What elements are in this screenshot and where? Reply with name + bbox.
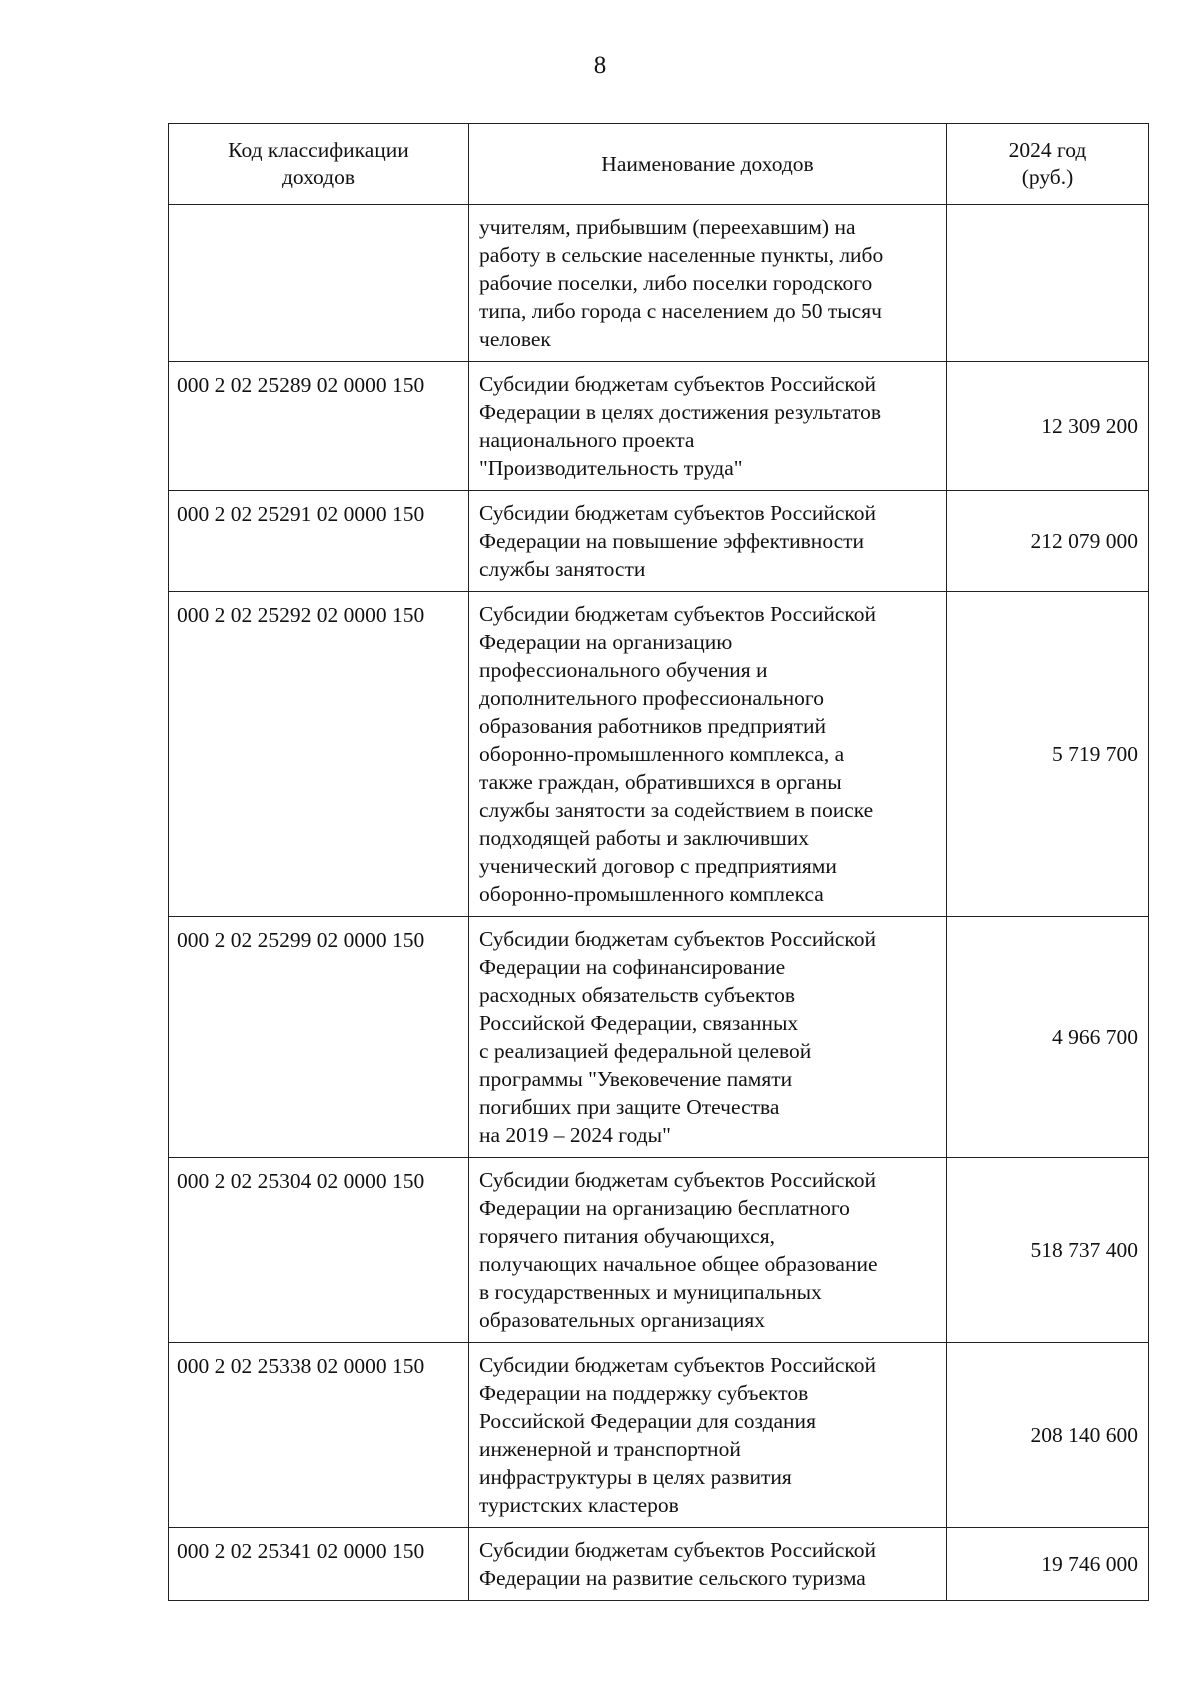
revenue-name-line: Субсидии бюджетам субъектов Российской <box>479 602 877 626</box>
revenue-name-line: с реализацией федеральной целевой <box>479 1039 812 1063</box>
revenue-name <box>469 592 947 917</box>
revenue-name-line: Федерации на повышение эффективности <box>479 529 865 553</box>
revenue-code: 000 2 02 25292 02 0000 150 <box>169 592 469 917</box>
revenue-name-line: Федерации в целях достижения результатов <box>479 400 882 424</box>
revenue-amount <box>947 205 1149 362</box>
table-body <box>169 205 1149 1601</box>
revenue-name-line: Субсидии бюджетам субъектов Российской <box>479 372 877 396</box>
header-amount <box>947 124 1149 205</box>
revenue-name-line: получающих начальное общее образование <box>479 1252 878 1276</box>
table-row <box>169 1528 1149 1601</box>
revenue-amount: 19 746 000 <box>947 1528 1149 1601</box>
revenue-name-line: Федерации на организацию бесплатного <box>479 1196 850 1220</box>
revenue-name <box>469 362 947 491</box>
revenue-name-line: Российской Федерации для создания <box>479 1409 816 1433</box>
revenue-code: 000 2 02 25291 02 0000 150 <box>169 491 469 592</box>
revenue-name-line: службы занятости <box>479 557 646 581</box>
revenue-name-line: человек <box>479 327 551 351</box>
revenue-name <box>469 1528 947 1601</box>
header-amount-line: (руб.) <box>1021 165 1074 189</box>
table-row <box>169 592 1149 917</box>
revenue-name-line: туристских кластеров <box>479 1493 679 1517</box>
revenue-code: 000 2 02 25338 02 0000 150 <box>169 1343 469 1528</box>
revenue-code: 000 2 02 25289 02 0000 150 <box>169 362 469 491</box>
revenue-name-line: Федерации на развитие сельского туризма <box>479 1566 866 1590</box>
revenue-name-line: рабочие поселки, либо поселки городского <box>479 271 873 295</box>
revenue-name-line: дополнительного профессионального <box>479 686 824 710</box>
header-code-line: Код классификации <box>228 138 409 162</box>
revenue-name-line: оборонно-промышленного комплекса <box>479 882 824 906</box>
header-amount-line: 2024 год <box>1008 138 1087 162</box>
table-row <box>169 1158 1149 1343</box>
revenue-name <box>469 917 947 1158</box>
revenue-name-line: в государственных и муниципальных <box>479 1280 822 1304</box>
revenue-name-line: также граждан, обратившихся в органы <box>479 770 842 794</box>
revenue-name-line: Субсидии бюджетам субъектов Российской <box>479 1353 877 1377</box>
table-row <box>169 205 1149 362</box>
revenue-name-line: подходящей работы и заключивших <box>479 826 809 850</box>
revenue-code: 000 2 02 25299 02 0000 150 <box>169 917 469 1158</box>
revenue-name-line: Федерации на софинансирование <box>479 955 786 979</box>
revenue-code <box>169 205 469 362</box>
revenue-table <box>168 123 1149 1601</box>
header-code-line: доходов <box>281 165 356 189</box>
revenue-name-line: инфраструктуры в целях развития <box>479 1465 792 1489</box>
revenue-name-line: программы "Увековечение памяти <box>479 1067 793 1091</box>
revenue-code: 000 2 02 25304 02 0000 150 <box>169 1158 469 1343</box>
revenue-name-line: горячего питания обучающихся, <box>479 1224 775 1248</box>
header-code <box>169 124 469 205</box>
revenue-name-line: профессионального обучения и <box>479 658 768 682</box>
revenue-amount: 4 966 700 <box>947 917 1149 1158</box>
revenue-name-line: образовательных организациях <box>479 1308 766 1332</box>
table-row <box>169 917 1149 1158</box>
revenue-name-line: Субсидии бюджетам субъектов Российской <box>479 501 877 525</box>
revenue-name-line: расходных обязательств субъектов <box>479 983 796 1007</box>
revenue-amount: 518 737 400 <box>947 1158 1149 1343</box>
table-row <box>169 362 1149 491</box>
revenue-name-line: Субсидии бюджетам субъектов Российской <box>479 1538 877 1562</box>
page-number: 8 <box>593 52 607 79</box>
revenue-name-line: ученический договор с предприятиями <box>479 854 837 878</box>
revenue-name-line: оборонно-промышленного комплекса, а <box>479 742 845 766</box>
revenue-name-line: типа, либо города с населением до 50 тысяч <box>479 299 882 323</box>
revenue-name-line: на 2019 – 2024 годы" <box>479 1123 671 1147</box>
revenue-amount: 12 309 200 <box>947 362 1149 491</box>
revenue-name-line: национального проекта <box>479 428 695 452</box>
revenue-name-line: образования работников предприятий <box>479 714 827 738</box>
header-name: Наименование доходов <box>469 124 947 205</box>
revenue-name <box>469 491 947 592</box>
revenue-name <box>469 1343 947 1528</box>
revenue-name-line: работу в сельские населенные пункты, либо <box>479 243 884 267</box>
revenue-name-line: Субсидии бюджетам субъектов Российской <box>479 927 877 951</box>
table-header-row <box>169 124 1149 205</box>
revenue-name <box>469 205 947 362</box>
revenue-name-line: Субсидии бюджетам субъектов Российской <box>479 1168 877 1192</box>
table-row <box>169 491 1149 592</box>
table-row <box>169 1343 1149 1528</box>
revenue-amount: 5 719 700 <box>947 592 1149 917</box>
revenue-name-line: Федерации на организацию <box>479 630 733 654</box>
revenue-name-line: учителям, прибывшим (переехавшим) на <box>479 215 856 239</box>
revenue-name-line: Федерации на поддержку субъектов <box>479 1381 809 1405</box>
revenue-amount: 208 140 600 <box>947 1343 1149 1528</box>
revenue-name-line: погибших при защите Отечества <box>479 1095 780 1119</box>
revenue-code: 000 2 02 25341 02 0000 150 <box>169 1528 469 1601</box>
revenue-name-line: Российской Федерации, связанных <box>479 1011 799 1035</box>
revenue-name-line: инженерной и транспортной <box>479 1437 741 1461</box>
revenue-amount: 212 079 000 <box>947 491 1149 592</box>
revenue-name-line: "Производительность труда" <box>479 456 743 480</box>
revenue-name <box>469 1158 947 1343</box>
revenue-name-line: службы занятости за содействием в поиске <box>479 798 874 822</box>
